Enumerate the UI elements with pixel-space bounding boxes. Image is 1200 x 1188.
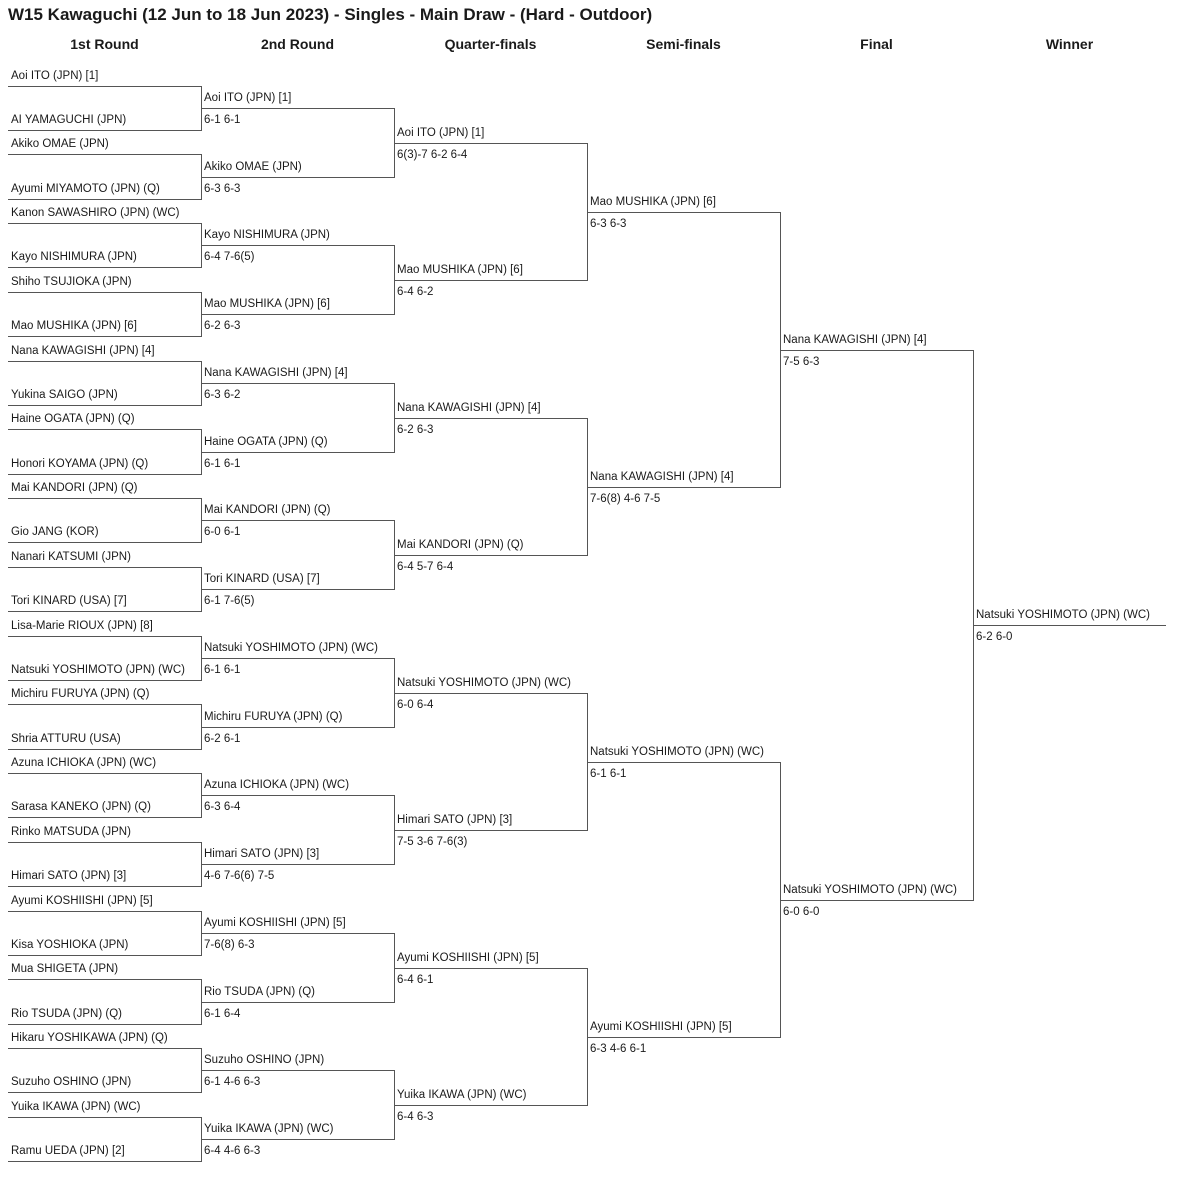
first-round-player: Michiru FURUYA (JPN) (Q) xyxy=(11,688,150,700)
bracket-line xyxy=(8,911,201,912)
first-round-player: Himari SATO (JPN) [3] xyxy=(11,870,127,882)
first-round-player: Shiho TSUJIOKA (JPN) xyxy=(11,276,132,288)
bracket-line xyxy=(8,979,201,980)
bracket-line xyxy=(8,86,201,87)
second-round-player: Nana KAWAGISHI (JPN) [4] xyxy=(204,367,348,379)
first-round-player: Gio JANG (KOR) xyxy=(11,526,99,538)
bracket-line xyxy=(201,727,394,728)
bracket-line xyxy=(394,968,587,969)
second-round-score: 7-6(8) 6-3 xyxy=(204,939,255,951)
first-round-player: Akiko OMAE (JPN) xyxy=(11,138,109,150)
second-round-score: 6-1 4-6 6-3 xyxy=(204,1076,261,1088)
winner-player: Natsuki YOSHIMOTO (JPN) (WC) xyxy=(976,609,1150,621)
bracket-line xyxy=(201,383,394,384)
first-round-player: Ayumi MIYAMOTO (JPN) (Q) xyxy=(11,183,160,195)
first-round-player: Kisa YOSHIOKA (JPN) xyxy=(11,939,129,951)
bracket-line xyxy=(8,1161,201,1162)
quarter-final-player: Ayumi KOSHIISHI (JPN) [5] xyxy=(397,952,539,964)
bracket-line xyxy=(8,567,201,568)
bracket-line xyxy=(587,1037,780,1038)
quarter-final-score: 7-5 3-6 7-6(3) xyxy=(397,836,468,848)
first-round-player: Kayo NISHIMURA (JPN) xyxy=(11,251,137,263)
winner-score: 6-2 6-0 xyxy=(976,631,1013,643)
second-round-player: Mao MUSHIKA (JPN) [6] xyxy=(204,298,330,310)
second-round-player: Akiko OMAE (JPN) xyxy=(204,161,302,173)
quarter-final-player: Mai KANDORI (JPN) (Q) xyxy=(397,539,524,551)
bracket-line xyxy=(8,199,201,200)
first-round-player: Hikaru YOSHIKAWA (JPN) (Q) xyxy=(11,1032,168,1044)
first-round-player: Mai KANDORI (JPN) (Q) xyxy=(11,482,138,494)
quarter-final-score: 6-0 6-4 xyxy=(397,699,434,711)
second-round-player: Tori KINARD (USA) [7] xyxy=(204,573,320,585)
second-round-player: Natsuki YOSHIMOTO (JPN) (WC) xyxy=(204,642,378,654)
bracket-line xyxy=(394,555,587,556)
second-round-player: Azuna ICHIOKA (JPN) (WC) xyxy=(204,779,350,791)
first-round-player: Sarasa KANEKO (JPN) (Q) xyxy=(11,801,151,813)
semi-final-player: Nana KAWAGISHI (JPN) [4] xyxy=(590,471,734,483)
first-round-player: Rio TSUDA (JPN) (Q) xyxy=(11,1008,122,1020)
round-header-semi-finals: Semi-finals xyxy=(646,36,721,52)
bracket-line xyxy=(8,154,201,155)
first-round-player: Mua SHIGETA (JPN) xyxy=(11,963,119,975)
bracket-line xyxy=(394,1105,587,1106)
quarter-final-player: Himari SATO (JPN) [3] xyxy=(397,814,513,826)
first-round-player: Kanon SAWASHIRO (JPN) (WC) xyxy=(11,207,180,219)
second-round-score: 6-3 6-4 xyxy=(204,801,241,813)
semi-final-player: Mao MUSHIKA (JPN) [6] xyxy=(590,196,716,208)
bracket-line xyxy=(201,1139,394,1140)
final-player: Natsuki YOSHIMOTO (JPN) (WC) xyxy=(783,884,957,896)
second-round-score: 6-4 4-6 6-3 xyxy=(204,1145,261,1157)
second-round-score: 6-2 6-3 xyxy=(204,320,241,332)
bracket-line xyxy=(201,658,394,659)
bracket-line xyxy=(8,749,201,750)
bracket-line xyxy=(8,842,201,843)
first-round-player: Ramu UEDA (JPN) [2] xyxy=(11,1145,125,1157)
second-round-score: 6-3 6-2 xyxy=(204,389,241,401)
bracket-line xyxy=(587,762,780,763)
bracket-line xyxy=(394,280,587,281)
bracket-line xyxy=(201,933,394,934)
bracket-line xyxy=(201,1070,394,1071)
round-header-1st-round: 1st Round xyxy=(70,36,139,52)
quarter-final-player: Mao MUSHIKA (JPN) [6] xyxy=(397,264,523,276)
bracket-line xyxy=(8,474,201,475)
bracket-line xyxy=(8,886,201,887)
bracket-line xyxy=(8,292,201,293)
bracket-line xyxy=(201,245,394,246)
bracket-line xyxy=(8,498,201,499)
quarter-final-player: Yuika IKAWA (JPN) (WC) xyxy=(397,1089,527,1101)
semi-final-player: Ayumi KOSHIISHI (JPN) [5] xyxy=(590,1021,732,1033)
quarter-final-score: 6-4 6-3 xyxy=(397,1111,434,1123)
bracket-line xyxy=(587,212,780,213)
bracket-line xyxy=(8,680,201,681)
page-title: W15 Kawaguchi (12 Jun to 18 Jun 2023) - Singles - Main Draw - (Hard - Outdoor) xyxy=(8,5,653,24)
bracket-line xyxy=(394,693,587,694)
final-score: 6-0 6-0 xyxy=(783,906,820,918)
bracket-line xyxy=(201,589,394,590)
bracket-line xyxy=(201,1002,394,1003)
semi-final-player: Natsuki YOSHIMOTO (JPN) (WC) xyxy=(590,746,764,758)
first-round-player: Shria ATTURU (USA) xyxy=(11,733,121,745)
first-round-player: Mao MUSHIKA (JPN) [6] xyxy=(11,320,137,332)
quarter-final-score: 6-2 6-3 xyxy=(397,424,434,436)
bracket-line xyxy=(587,487,780,488)
first-round-player: Yuika IKAWA (JPN) (WC) xyxy=(11,1101,141,1113)
round-header-quarter-finals: Quarter-finals xyxy=(444,36,537,52)
quarter-final-player: Nana KAWAGISHI (JPN) [4] xyxy=(397,402,541,414)
first-round-player: Haine OGATA (JPN) (Q) xyxy=(11,413,135,425)
second-round-score: 6-0 6-1 xyxy=(204,526,241,538)
second-round-player: Mai KANDORI (JPN) (Q) xyxy=(204,504,331,516)
bracket-line xyxy=(8,361,201,362)
first-round-player: Tori KINARD (USA) [7] xyxy=(11,595,127,607)
bracket-line xyxy=(201,177,394,178)
second-round-player: Suzuho OSHINO (JPN) xyxy=(204,1054,325,1066)
second-round-player: Haine OGATA (JPN) (Q) xyxy=(204,436,328,448)
second-round-score: 6-1 7-6(5) xyxy=(204,595,255,607)
bracket-line xyxy=(8,704,201,705)
quarter-final-score: 6-4 6-2 xyxy=(397,286,434,298)
bracket-line xyxy=(8,336,201,337)
bracket-line xyxy=(201,795,394,796)
second-round-score: 6-1 6-4 xyxy=(204,1008,241,1020)
bracket-line xyxy=(8,223,201,224)
quarter-final-score: 6(3)-7 6-2 6-4 xyxy=(397,149,468,161)
quarter-final-player: Natsuki YOSHIMOTO (JPN) (WC) xyxy=(397,677,571,689)
first-round-player: Nanari KATSUMI (JPN) xyxy=(11,551,131,563)
first-round-player: Rinko MATSUDA (JPN) xyxy=(11,826,131,838)
first-round-player: Azuna ICHIOKA (JPN) (WC) xyxy=(11,757,157,769)
first-round-player: Nana KAWAGISHI (JPN) [4] xyxy=(11,345,155,357)
first-round-player: Honori KOYAMA (JPN) (Q) xyxy=(11,458,149,470)
round-header-winner: Winner xyxy=(1045,36,1094,52)
second-round-score: 6-3 6-3 xyxy=(204,183,241,195)
bracket-line xyxy=(8,817,201,818)
second-round-score: 6-1 6-1 xyxy=(204,664,241,676)
bracket-line xyxy=(8,773,201,774)
first-round-player: Suzuho OSHINO (JPN) xyxy=(11,1076,132,1088)
second-round-player: Rio TSUDA (JPN) (Q) xyxy=(204,986,315,998)
final-player: Nana KAWAGISHI (JPN) [4] xyxy=(783,334,927,346)
first-round-player: AI YAMAGUCHI (JPN) xyxy=(11,114,127,126)
second-round-score: 6-2 6-1 xyxy=(204,733,241,745)
second-round-player: Himari SATO (JPN) [3] xyxy=(204,848,320,860)
second-round-score: 4-6 7-6(6) 7-5 xyxy=(204,870,275,882)
bracket-line xyxy=(8,542,201,543)
second-round-player: Aoi ITO (JPN) [1] xyxy=(204,92,292,104)
second-round-score: 6-1 6-1 xyxy=(204,114,241,126)
quarter-final-player: Aoi ITO (JPN) [1] xyxy=(397,127,485,139)
bracket-line xyxy=(201,520,394,521)
bracket-line xyxy=(201,108,394,109)
final-score: 7-5 6-3 xyxy=(783,356,820,368)
semi-final-score: 6-1 6-1 xyxy=(590,768,627,780)
bracket-line xyxy=(8,130,201,131)
bracket-line xyxy=(201,314,394,315)
semi-final-score: 7-6(8) 4-6 7-5 xyxy=(590,493,661,505)
bracket-line xyxy=(8,1048,201,1049)
second-round-player: Yuika IKAWA (JPN) (WC) xyxy=(204,1123,334,1135)
bracket-line xyxy=(780,900,973,901)
second-round-player: Michiru FURUYA (JPN) (Q) xyxy=(204,711,343,723)
bracket-line xyxy=(394,830,587,831)
bracket-line xyxy=(8,636,201,637)
bracket-line xyxy=(394,418,587,419)
second-round-player: Ayumi KOSHIISHI (JPN) [5] xyxy=(204,917,346,929)
first-round-player: Lisa-Marie RIOUX (JPN) [8] xyxy=(11,620,153,632)
bracket-line xyxy=(8,955,201,956)
semi-final-score: 6-3 4-6 6-1 xyxy=(590,1043,647,1055)
first-round-player: Ayumi KOSHIISHI (JPN) [5] xyxy=(11,895,153,907)
quarter-final-score: 6-4 5-7 6-4 xyxy=(397,561,454,573)
bracket-line xyxy=(8,429,201,430)
bracket-line xyxy=(201,452,394,453)
first-round-player: Yukina SAIGO (JPN) xyxy=(11,389,118,401)
quarter-final-score: 6-4 6-1 xyxy=(397,974,434,986)
bracket-line xyxy=(8,1024,201,1025)
bracket-line xyxy=(8,405,201,406)
bracket-line xyxy=(201,864,394,865)
second-round-score: 6-1 6-1 xyxy=(204,458,241,470)
second-round-score: 6-4 7-6(5) xyxy=(204,251,255,263)
round-header-final: Final xyxy=(860,36,893,52)
bracket-line xyxy=(394,143,587,144)
bracket-line xyxy=(8,1092,201,1093)
bracket-line xyxy=(973,625,1166,626)
first-round-player: Aoi ITO (JPN) [1] xyxy=(11,70,99,82)
bracket-line xyxy=(8,1117,201,1118)
bracket-line xyxy=(780,350,973,351)
second-round-player: Kayo NISHIMURA (JPN) xyxy=(204,229,330,241)
bracket-line xyxy=(8,267,201,268)
bracket-line xyxy=(8,611,201,612)
semi-final-score: 6-3 6-3 xyxy=(590,218,627,230)
first-round-player: Natsuki YOSHIMOTO (JPN) (WC) xyxy=(11,664,185,676)
round-header-2nd-round: 2nd Round xyxy=(260,36,335,52)
